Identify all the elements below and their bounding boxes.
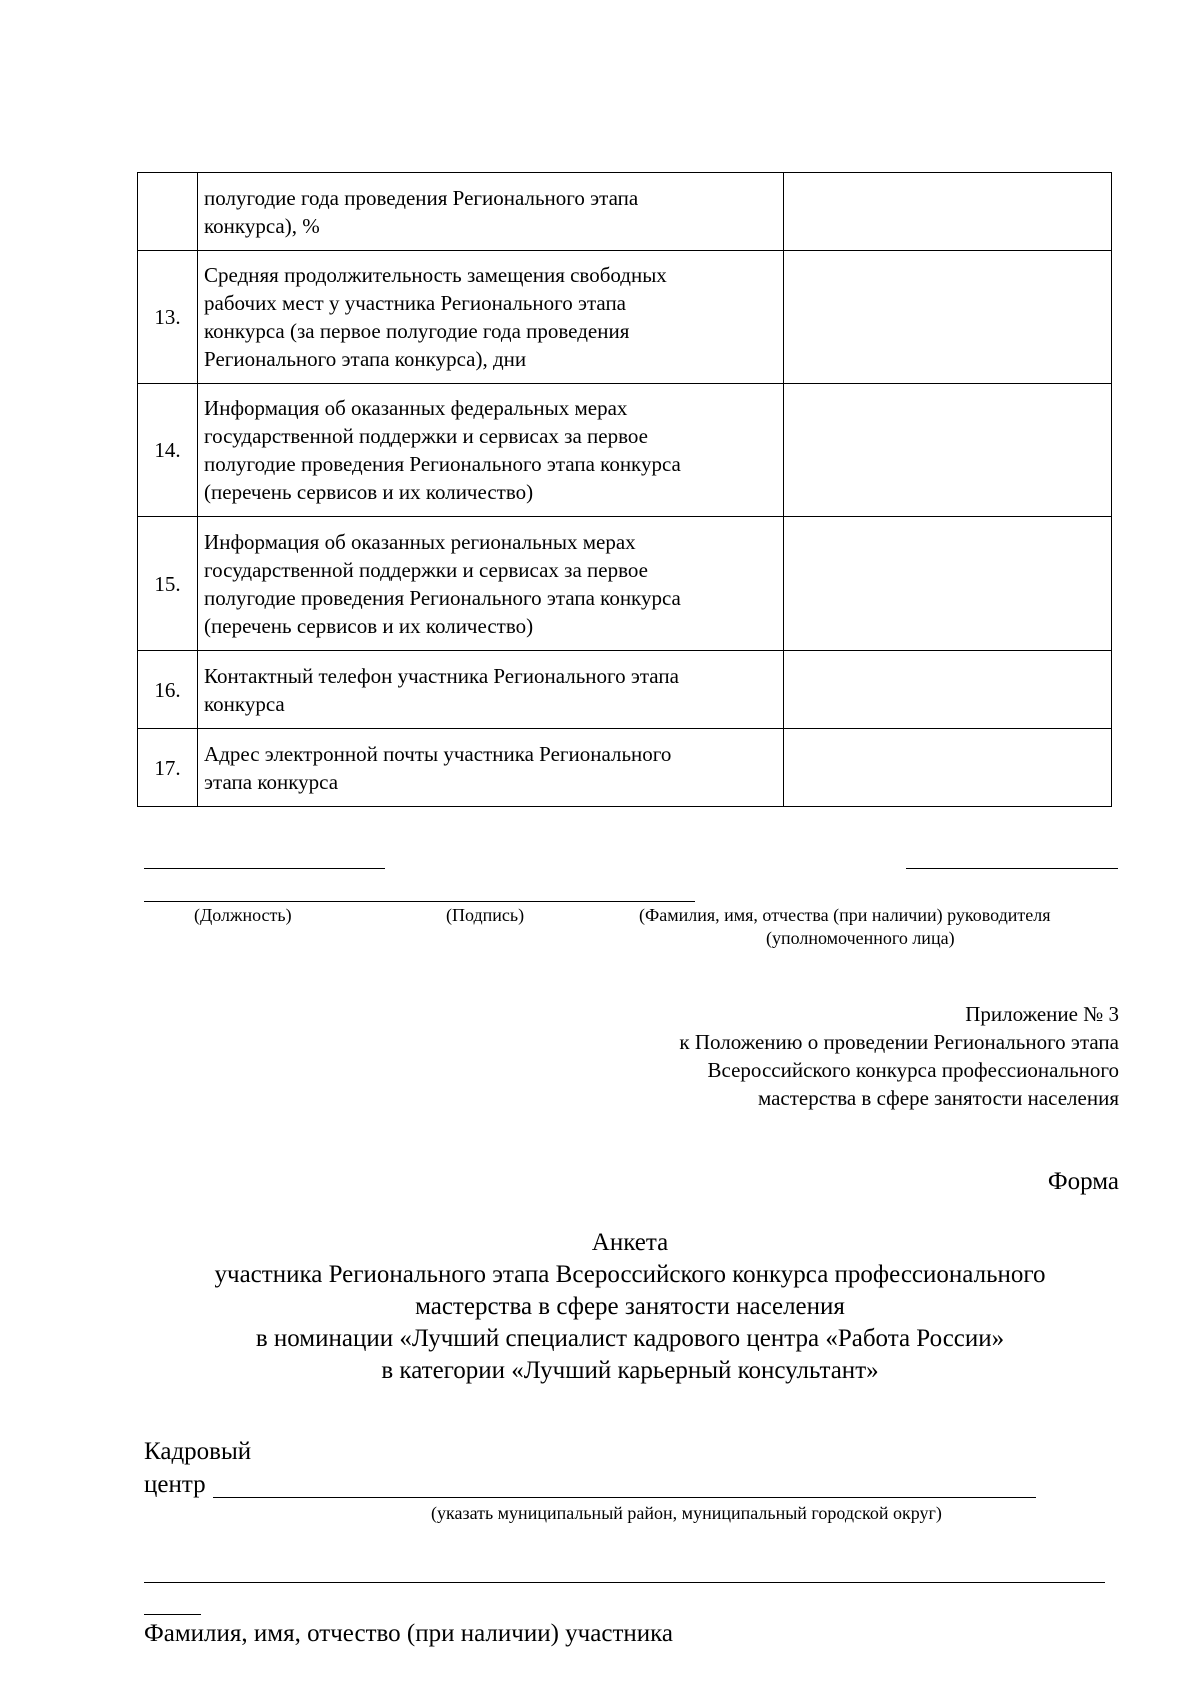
signature-underline[interactable] (144, 901, 695, 902)
row-value-cell[interactable] (783, 251, 1111, 384)
indicators-table (137, 172, 1112, 807)
appendix-reference: Приложение № 3 к Положению о проведении Регионального этапа Всероссийского конкурса профессионального мастерства в сфере занятости населения (679, 1002, 1119, 1110)
center-input-line[interactable] (213, 1497, 1036, 1498)
row-number (138, 173, 198, 251)
fio-input-line-short[interactable] (144, 1614, 201, 1615)
row-number: 13. (138, 251, 198, 384)
center-hint: (указать муниципальный район, муниципальный городской округ) (431, 1503, 942, 1523)
row-text: Средняя продолжительность замещения свободных рабочих мест у участника Регионального этапа конкурса (за первое полугодие года проведения Регионального этапа конкурса), дни (198, 251, 784, 384)
row-text: Адрес электронной почты участника Регионального этапа конкурса (198, 729, 784, 807)
table-row (138, 517, 1112, 651)
form-label: Форма (1047, 1168, 1119, 1195)
position-signature-line[interactable] (144, 868, 385, 869)
name-signature-line[interactable] (906, 868, 1118, 869)
center-label: Кадровый (144, 1438, 252, 1465)
table-row (138, 251, 1112, 384)
fio-label: Фамилия, имя, отчество (при наличии) участника (144, 1620, 673, 1647)
row-value-cell[interactable] (783, 651, 1111, 729)
table-row (138, 651, 1112, 729)
row-number: 14. (138, 384, 198, 517)
name-caption-continued: (уполномоченного лица) (766, 928, 955, 948)
row-value-cell[interactable] (783, 173, 1111, 251)
row-number: 17. (138, 729, 198, 807)
signature-caption: (Подпись) (446, 905, 525, 925)
row-number: 16. (138, 651, 198, 729)
row-text: полугодие года проведения Регионального этапа конкурса), % (198, 173, 784, 251)
row-text: Контактный телефон участника Регионального этапа конкурса (198, 651, 784, 729)
center-label-continued: центр (144, 1471, 206, 1498)
name-caption: (Фамилия, имя, отчества (при наличии) руководителя (639, 905, 1051, 925)
questionnaire-title: Анкета участника Регионального этапа Всероссийского конкурса профессионального мастерства в сфере занятости населения в номинации «Лучший специалист кадрового центра «Работа России» в категории «Лучший карьерный консультант» (214, 1229, 1046, 1384)
position-caption: (Должность) (194, 905, 292, 925)
table-row (138, 729, 1112, 807)
row-value-cell[interactable] (783, 517, 1111, 651)
fio-input-line[interactable] (144, 1582, 1105, 1583)
row-value-cell[interactable] (783, 384, 1111, 517)
row-text: Информация об оказанных федеральных мерах государственной поддержки и сервисах за первое полугодие проведения Регионального этапа конкурса (перечень сервисов и их количество) (198, 384, 784, 517)
row-value-cell[interactable] (783, 729, 1111, 807)
table-row (138, 384, 1112, 517)
row-text: Информация об оказанных региональных мерах государственной поддержки и сервисах за первое полугодие проведения Регионального этапа конкурса (перечень сервисов и их количество) (198, 517, 784, 651)
row-number: 15. (138, 517, 198, 651)
table-row (138, 173, 1112, 251)
